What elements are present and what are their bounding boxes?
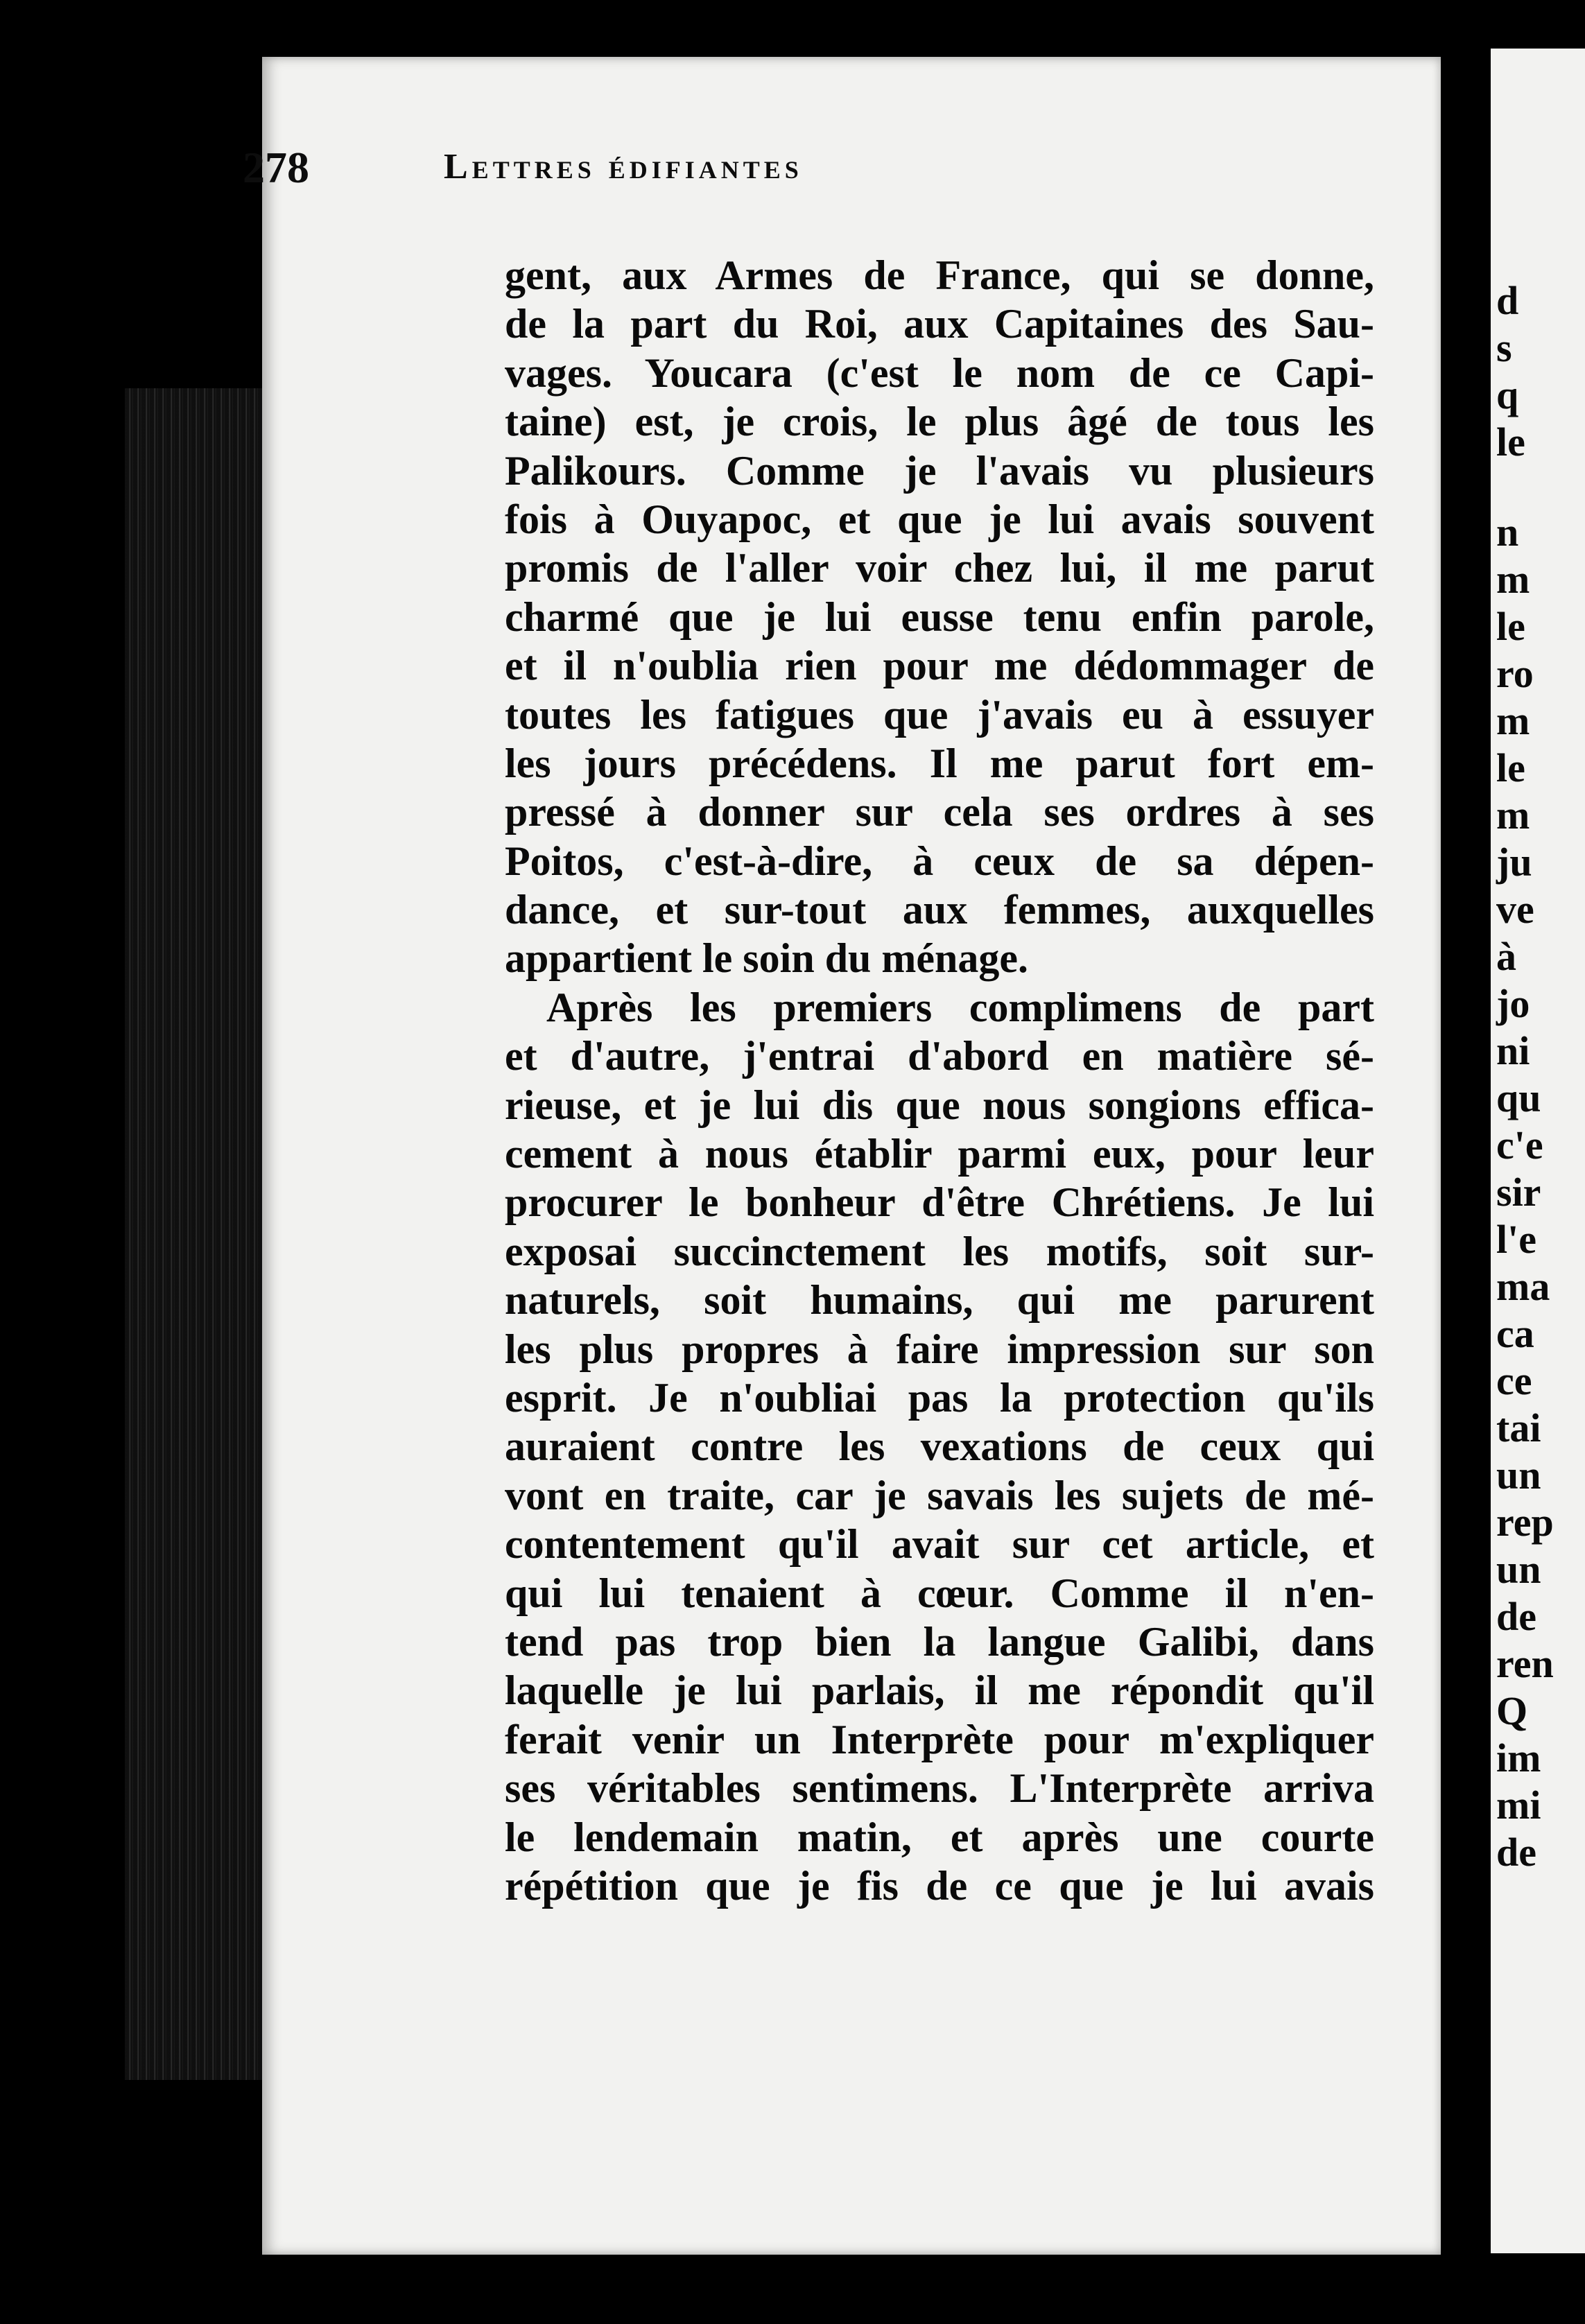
text-line: de la part du Roi, aux Capitaines des Sau-	[505, 301, 1374, 347]
text-line: exposai succinctement les motifs, soit sur-	[505, 1228, 1374, 1274]
next-page-fragment: un	[1496, 1452, 1541, 1498]
next-page-fragment: qu	[1496, 1075, 1541, 1120]
next-page-fragment: rep	[1496, 1500, 1554, 1545]
next-page-fragment: c'e	[1496, 1122, 1543, 1168]
text-line: Poitos, c'est-à-dire, à ceux de sa dépen-	[505, 838, 1374, 884]
next-page-fragment: de	[1496, 1830, 1536, 1875]
next-page-fragment: tai	[1496, 1405, 1541, 1450]
page-number: 278	[243, 143, 309, 192]
next-page-fragment: m	[1496, 557, 1530, 602]
text-line: charmé que je lui eusse tenu enfin parole,	[505, 593, 1374, 640]
next-page-fragment: sir	[1496, 1170, 1541, 1215]
next-page-fragment: le	[1496, 745, 1525, 790]
next-page-fragment: m	[1496, 792, 1530, 838]
text-line: Après les premiers complimens de part	[546, 984, 1374, 1030]
paragraph-container	[505, 251, 1374, 1910]
next-page-fragment: l'e	[1496, 1217, 1536, 1262]
gutter	[1441, 0, 1491, 2324]
paragraph	[505, 251, 1374, 983]
text-line: ferait venir un Interprète pour m'expliquer	[505, 1716, 1374, 1762]
text-line: laquelle je lui parlais, il me répondit qu'il	[505, 1667, 1374, 1714]
text-line: qui lui tenaient à cœur. Comme il n'en-	[505, 1570, 1374, 1616]
text-line: et d'autre, j'entrai d'abord en matière sé-	[505, 1033, 1374, 1079]
next-page-fragment: im	[1496, 1735, 1541, 1780]
next-page-fragment: ve	[1496, 887, 1534, 932]
next-page-fragment: ren	[1496, 1641, 1554, 1686]
next-page-sliver	[1491, 49, 1585, 2253]
next-page-fragment: le	[1496, 604, 1525, 649]
text-line: gent, aux Armes de France, qui se donne,	[505, 252, 1374, 298]
text-line: le lendemain matin, et après une courte	[505, 1814, 1374, 1860]
text-line: procurer le bonheur d'être Chrétiens. Je lui	[505, 1179, 1374, 1226]
text-line: pressé à donner sur cela ses ordres à ses	[505, 789, 1374, 835]
text-line: dance, et sur-tout aux femmes, auxquelles	[505, 887, 1374, 933]
text-line: fois à Ouyapoc, et que je lui avais souvent	[505, 496, 1374, 542]
text-line: Palikours. Comme je l'avais vu plusieurs	[505, 447, 1374, 494]
next-page-fragment: ce	[1496, 1358, 1532, 1403]
paragraph	[505, 983, 1374, 1910]
next-page-fragment: à	[1496, 934, 1516, 979]
running-title: Lettres édifiantes	[444, 147, 803, 187]
text-line: les plus propres à faire impression sur son	[505, 1326, 1374, 1372]
text-line: esprit. Je n'oubliai pas la protection qu'ils	[505, 1374, 1374, 1421]
body-text	[505, 251, 1374, 1910]
next-page-fragment: ni	[1496, 1028, 1530, 1073]
text-line: et il n'oublia rien pour me dédommager de	[505, 643, 1374, 689]
text-line: les jours précédens. Il me parut fort em-	[505, 740, 1374, 786]
text-line: cement à nous établir parmi eux, pour leur	[505, 1131, 1374, 1177]
next-page-fragment: le	[1496, 419, 1525, 465]
text-line: appartient le soin du ménage.	[505, 935, 1029, 982]
next-page-fragment: ma	[1496, 1264, 1550, 1309]
next-page-fragment: ro	[1496, 651, 1534, 696]
text-line: ses véritables sentimens. L'Interprète arriva	[505, 1765, 1374, 1812]
text-line: répétition que je fis de ce que je lui avais	[505, 1862, 1374, 1909]
next-page-fragment: n	[1496, 510, 1519, 555]
text-line: auraient contre les vexations de ceux qui	[505, 1423, 1374, 1470]
page-edges	[125, 388, 263, 2080]
text-line: promis de l'aller voir chez lui, il me parut	[505, 545, 1374, 591]
next-page-fragment: s	[1496, 325, 1512, 370]
text-line: naturels, soit humains, qui me parurent	[505, 1277, 1374, 1324]
text-line: contentement qu'il avait sur cet article, et	[505, 1521, 1374, 1568]
next-page-fragment: q	[1496, 372, 1519, 417]
text-line: rieuse, et je lui dis que nous songions effica-	[505, 1082, 1374, 1128]
next-page-fragment: mi	[1496, 1783, 1541, 1828]
text-line: tend pas trop bien la langue Galibi, dans	[505, 1618, 1374, 1665]
text-line: toutes les fatigues que j'avais eu à essuyer	[505, 691, 1374, 738]
next-page-fragment: d	[1496, 278, 1519, 323]
text-line: taine) est, je crois, le plus âgé de tous les	[505, 399, 1374, 445]
page-header	[243, 142, 1199, 218]
next-page-fragment: ca	[1496, 1311, 1534, 1356]
next-page-fragment: un	[1496, 1547, 1541, 1592]
next-page-fragment: m	[1496, 698, 1530, 743]
next-page-fragment: de	[1496, 1594, 1536, 1639]
text-line: vages. Youcara (c'est le nom de ce Capi-	[505, 349, 1374, 396]
next-page-fragment: Q	[1496, 1688, 1528, 1733]
text-line: vont en traite, car je savais les sujets de mé-	[505, 1472, 1374, 1518]
next-page-fragment: jo	[1496, 981, 1530, 1026]
next-page-fragment: ju	[1496, 840, 1532, 885]
